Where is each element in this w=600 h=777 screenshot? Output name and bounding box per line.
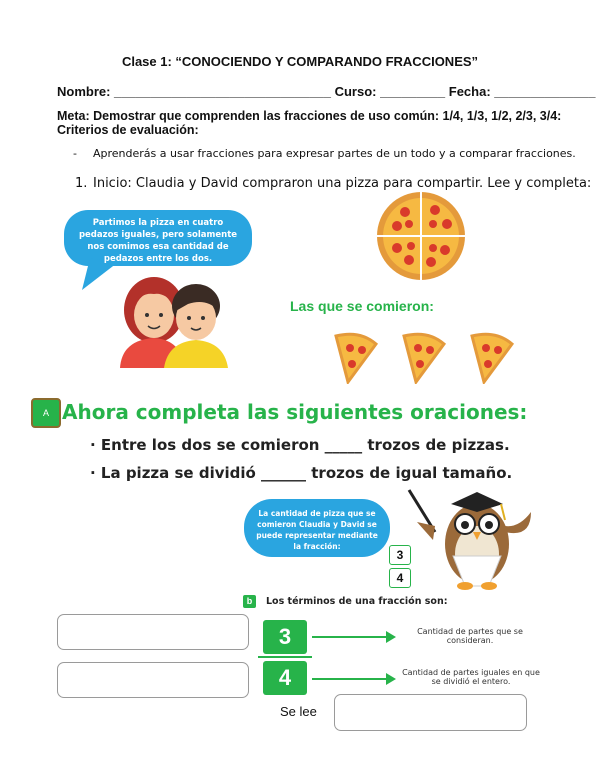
denominator-description: Cantidad de partes iguales en que se dividió el entero. xyxy=(402,668,540,686)
section-b-heading: Los términos de una fracción son: xyxy=(266,596,448,607)
criterios-text: Criterios de evaluación: xyxy=(57,123,199,137)
fraction-numerator: 3 xyxy=(263,620,307,654)
denominator-arrow-line xyxy=(312,678,388,680)
page-title: Clase 1: “CONOCIENDO Y COMPARANDO FRACCIONES” xyxy=(121,54,479,69)
owl-fraction-numerator: 3 xyxy=(389,545,411,565)
eaten-label: Las que se comieron: xyxy=(290,298,434,314)
owl-bubble-text: La cantidad de pizza que se comieron Claudia y David se puede representar mediante la fracción: xyxy=(256,509,378,551)
owl-fraction-denominator: 4 xyxy=(389,568,411,588)
pizza-slice-icon xyxy=(466,328,516,384)
student-info-line: Nombre: ______________________________ Curso: _________ Fecha: ______________ xyxy=(57,84,596,99)
children-illustration xyxy=(112,270,228,368)
story-bubble-text: Partimos la pizza en cuatro pedazos iguales, pero solamente nos comimos esa cantidad de pedazos entre los dos. xyxy=(78,218,238,264)
bullet-text: Aprenderás a usar fracciones para expresar partes de un todo y a comparar fracciones. xyxy=(93,147,576,160)
pizza-slice-icon xyxy=(330,328,380,384)
fraction-denominator: 4 xyxy=(263,661,307,695)
inicio-number: 1. xyxy=(75,176,88,191)
whole-pizza-illustration xyxy=(375,190,467,282)
sentence-1: · Entre los dos se comieron _____ trozos de pizzas. xyxy=(90,436,510,454)
denominator-arrow-head-icon xyxy=(386,673,396,685)
numerator-description: Cantidad de partes que se consideran. xyxy=(417,627,523,645)
numerator-arrow-head-icon xyxy=(386,631,396,643)
sentence-2: · La pizza se dividió ______ trozos de igual tamaño. xyxy=(90,464,513,482)
meta-text: Meta: Demostrar que comprenden las fracciones de uso común: 1/4, 1/3, 1/2, 2/3, 3/4: xyxy=(57,109,562,123)
section-a-heading: Ahora completa las siguientes oraciones: xyxy=(62,400,528,424)
bullet-dash: - xyxy=(73,147,77,160)
numerator-answer-box[interactable] xyxy=(57,614,249,650)
numerator-arrow-line xyxy=(312,636,388,638)
section-a-badge: A xyxy=(31,398,61,428)
fraction-bar xyxy=(258,656,312,658)
owl-teacher-illustration xyxy=(405,482,535,592)
read-answer-box[interactable] xyxy=(334,694,527,731)
pizza-slice-icon xyxy=(398,328,448,384)
section-b-badge: b xyxy=(243,595,256,608)
inicio-text: Inicio: Claudia y David compraron una pizza para compartir. Lee y completa: xyxy=(93,176,592,191)
read-label: Se lee xyxy=(280,704,317,719)
denominator-answer-box[interactable] xyxy=(57,662,249,698)
owl-speech-bubble xyxy=(244,499,390,557)
